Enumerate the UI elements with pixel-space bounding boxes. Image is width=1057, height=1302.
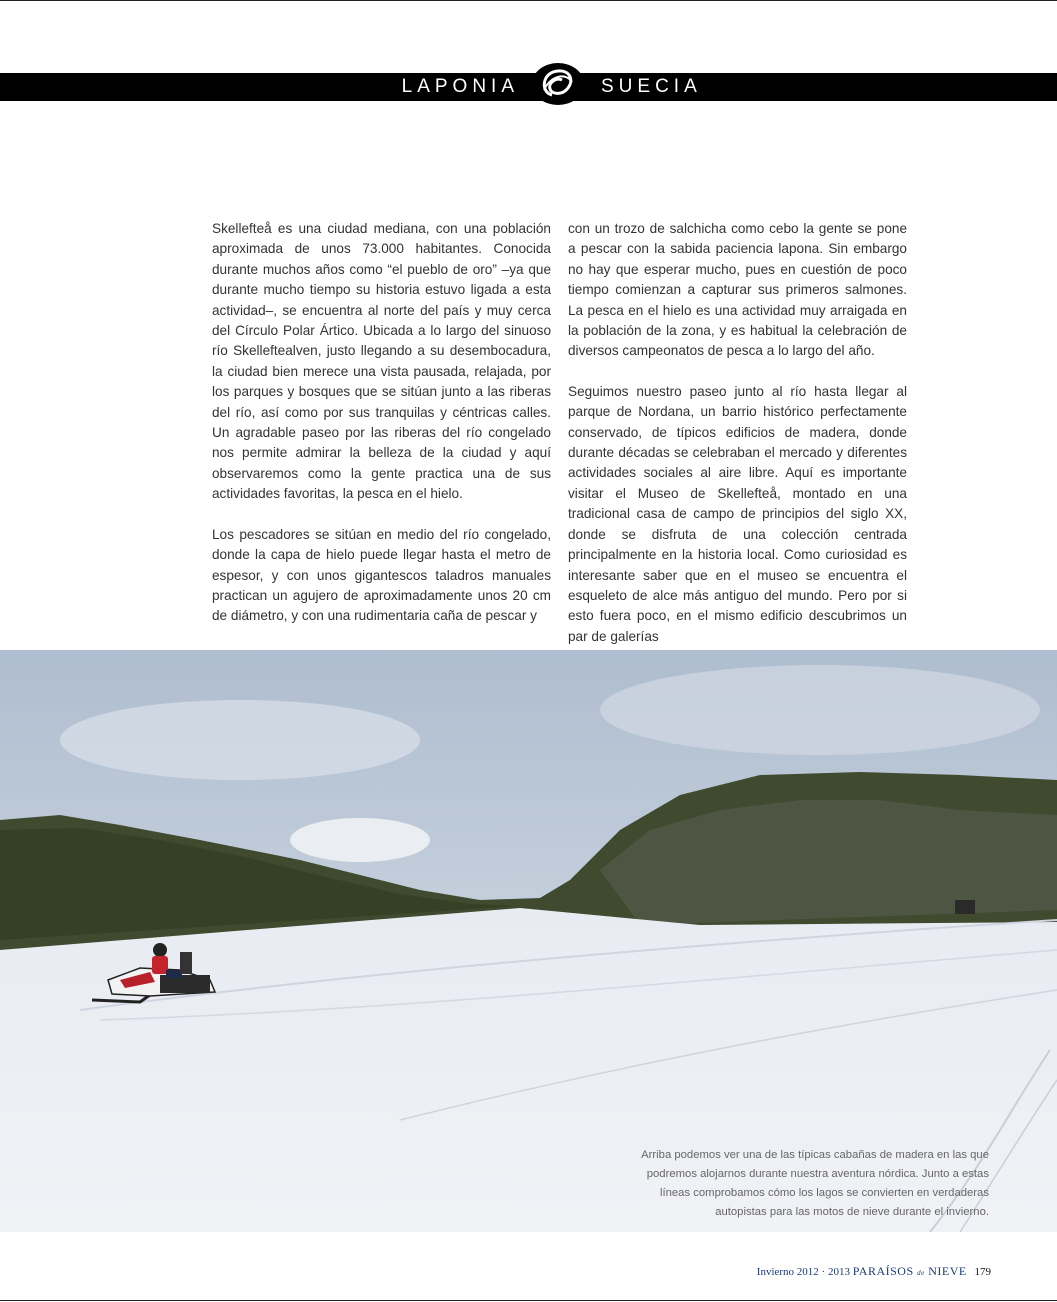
issue-date: Invierno 2012 · 2013 <box>756 1266 850 1278</box>
paragraph: Skellefteå es una ciudad mediana, con una población aproximada de unos 73.000 habitantes. Conocida durante muchos años como “el pueblo de oro” –ya que durante mucho tiempo su historia estuvo ligada a esta actividad–, se encuentra al norte del país y muy cerca del Círculo Polar Ártico. Ubicada a lo largo del sinuoso río Skelleftealven, justo llegando a su desembocadura, la ciudad bien merece una vista pausada, relajada, por los parques y bosques que se sitúan junto a las riberas del río, así como por sus tranquilas y céntricas calles. Un agradable paseo por las riberas del río congelado nos permite admirar la belleza de la ciudad y aquí observaremos como la gente practica una de sus actividades favoritas, la pesca en el hielo. <box>212 221 551 502</box>
paragraph: Seguimos nuestro paseo junto al río hasta llegar al parque de Nordana, un barrio histórico perfectamente conservado, de típicos edificios de madera, donde durante décadas se celebraban el mercado y diferentes actividades sociales al aire libre. Aquí es importante visitar el Museo de Skellefteå, montado en una tradicional casa de campo de principios del siglo XX, donde se disfruta de una colección centrada principalmente en la historia local. Como curiosidad es interesante saber que en el museo se encuentra el esqueleto de alce más antiguo del mundo. Pero por si esto fuera poco, en el mismo edificio descubrimos un par de galerías <box>568 383 907 644</box>
magazine-logo-icon <box>530 62 586 106</box>
article-column-1 <box>212 219 551 647</box>
section-banner <box>0 73 1057 101</box>
banner-region: LAPONIA <box>401 76 519 97</box>
page-number: 179 <box>974 1266 991 1278</box>
article-column-2 <box>568 219 907 667</box>
bottom-rule <box>0 1300 1057 1301</box>
magazine-brand: PARAÍSOS de NIEVE <box>852 1264 967 1278</box>
top-rule <box>0 0 1057 1</box>
banner-country: SUECIA <box>601 76 702 97</box>
page-footer <box>757 1264 991 1279</box>
paragraph: Los pescadores se sitúan en medio del río congelado, donde la capa de hielo puede llegar hasta el metro de espesor, y con unos gigantescos taladros manuales practican un agujero de aproximadamente unos 20 cm de diámetro, y con una rudimentaria caña de pescar y <box>212 526 551 624</box>
photo-caption: Arriba podemos ver una de las típicas cabañas de madera en las que podremos alojarnos durante nuestra aventura nórdica. Junto a estas líneas comprobamos cómo los lagos se convierten en verdaderas autopistas para las motos de nieve durante el invierno. <box>641 1149 989 1218</box>
snowmobile-lake-photo <box>0 650 1057 1232</box>
paragraph: con un trozo de salchicha como cebo la gente se pone a pescar con la sabida paciencia lapona. Sin embargo no hay que esperar mucho, pues en cuestión de poco tiempo comienzan a capturar sus primeros salmones. La pesca en el hielo es una actividad muy arraigada en la población de la zona, y es habitual la celebración de diversos campeonatos de pesca a lo largo del año. <box>568 221 907 359</box>
